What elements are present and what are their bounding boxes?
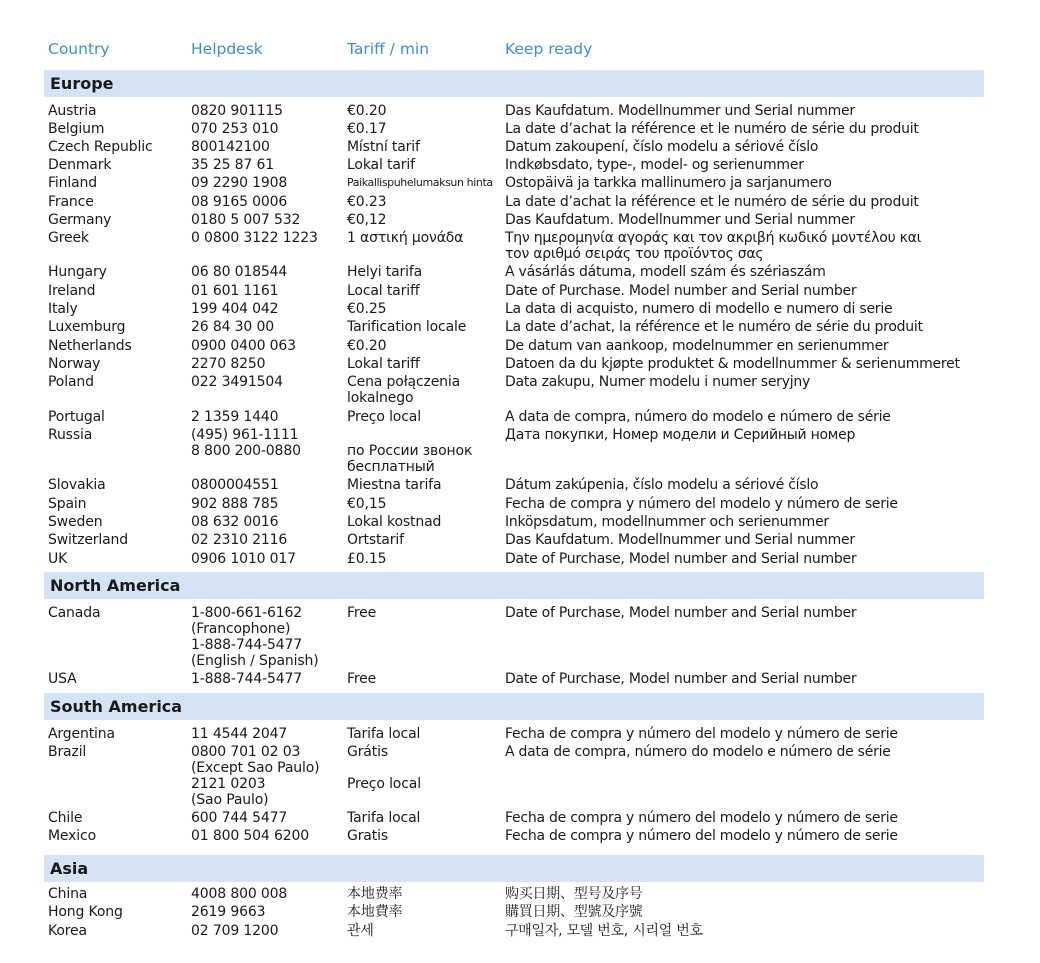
tariff-cell bbox=[347, 356, 420, 372]
country-cell: Hungary bbox=[48, 264, 107, 280]
keep-ready-cell-line: 구매일자, 모델 번호, 시리얼 번호 bbox=[505, 923, 703, 939]
helpdesk-cell bbox=[191, 810, 287, 826]
keep-ready-cell bbox=[505, 427, 855, 443]
country-cell: Luxemburg bbox=[48, 319, 126, 335]
keep-ready-cell-line: Ostopäivä ja tarkka mallinumero ja sarjanumero bbox=[505, 175, 832, 191]
tariff-cell bbox=[347, 374, 460, 406]
tariff-cell-line: €0.23 bbox=[347, 194, 387, 210]
helpdesk-cell bbox=[191, 212, 300, 228]
tariff-cell-line: Tarification locale bbox=[347, 319, 467, 335]
tariff-cell-line: Grátis bbox=[347, 744, 388, 760]
country-cell: Korea bbox=[48, 923, 87, 939]
tariff-cell bbox=[347, 139, 420, 155]
helpdesk-cell bbox=[191, 103, 283, 119]
helpdesk-cell-line: 2270 8250 bbox=[191, 356, 266, 372]
helpdesk-cell-line: 2121 0203 bbox=[191, 776, 266, 792]
helpdesk-cell-line: 0180 5 007 532 bbox=[191, 212, 301, 228]
country-cell: UK bbox=[48, 551, 68, 567]
keep-ready-cell bbox=[505, 121, 919, 137]
helpdesk-cell-line: 35 25 87 61 bbox=[191, 157, 274, 173]
helpdesk-cell bbox=[191, 409, 278, 425]
section-header bbox=[44, 855, 984, 882]
helpdesk-cell bbox=[191, 157, 274, 173]
tariff-cell bbox=[347, 121, 386, 137]
country-cell: Finland bbox=[48, 175, 97, 191]
helpdesk-cell bbox=[191, 374, 283, 390]
helpdesk-cell-line: 09 2290 1908 bbox=[191, 175, 288, 191]
tariff-cell bbox=[347, 301, 386, 317]
country-cell: Slovakia bbox=[48, 477, 106, 493]
tariff-cell-line: Tarifa local bbox=[347, 726, 421, 742]
helpdesk-cell-line: (Except Sao Paulo) bbox=[191, 760, 320, 776]
country-cell: Poland bbox=[48, 374, 94, 390]
country-cell: Italy bbox=[48, 301, 78, 317]
country-cell: Chile bbox=[48, 810, 83, 826]
tariff-cell bbox=[347, 319, 466, 335]
keep-ready-cell-line: Την ημερομηνία αγοράς και τον ακριβή κωδικό μοντέλου και bbox=[505, 230, 922, 246]
helpdesk-cell-line: 0800 701 02 03 bbox=[191, 744, 301, 760]
keep-ready-cell bbox=[505, 744, 891, 760]
tariff-cell bbox=[347, 212, 386, 228]
country-cell: Hong Kong bbox=[48, 904, 123, 920]
helpdesk-cell-line: 06 80 018544 bbox=[191, 264, 288, 280]
tariff-cell-line: Local tariff bbox=[347, 283, 420, 299]
helpdesk-cell-line: 08 9165 0006 bbox=[191, 194, 288, 210]
keep-ready-cell-line: De datum van aankoop, modelnummer en serienummer bbox=[505, 338, 889, 354]
tariff-cell bbox=[347, 744, 421, 792]
tariff-cell bbox=[347, 477, 441, 493]
tariff-cell-line: €0.25 bbox=[347, 301, 387, 317]
keep-ready-cell-line: Date of Purchase. Model number and Serial number bbox=[505, 283, 857, 299]
helpdesk-cell bbox=[191, 121, 278, 137]
keep-ready-cell bbox=[505, 356, 960, 372]
section-header bbox=[44, 572, 984, 599]
helpdesk-cell-line: 11 4544 2047 bbox=[191, 726, 288, 742]
tariff-cell-line: €0,12 bbox=[347, 212, 387, 228]
helpdesk-cell-line: (English / Spanish) bbox=[191, 653, 319, 669]
keep-ready-cell bbox=[505, 605, 856, 621]
tariff-cell-line: 1 αστική μονάδα bbox=[347, 230, 464, 246]
keep-ready-cell bbox=[505, 923, 703, 939]
helpdesk-cell-line: 4008 800 008 bbox=[191, 886, 288, 902]
tariff-cell-line: 本地費率 bbox=[347, 904, 403, 920]
helpdesk-cell-line: 1-888-744-5477 bbox=[191, 671, 303, 687]
tariff-cell-line: €0.20 bbox=[347, 103, 387, 119]
keep-ready-cell bbox=[505, 338, 888, 354]
country-cell: Spain bbox=[48, 496, 87, 512]
country-cell: Russia bbox=[48, 427, 93, 443]
keep-ready-cell-line: 購買日期、型號及序號 bbox=[505, 904, 643, 920]
helpdesk-cell-line: 02 2310 2116 bbox=[191, 532, 288, 548]
keep-ready-cell bbox=[505, 532, 855, 548]
tariff-cell-line bbox=[347, 760, 421, 776]
helpdesk-cell bbox=[191, 477, 279, 493]
keep-ready-cell bbox=[505, 496, 898, 512]
tariff-cell bbox=[347, 194, 386, 210]
keep-ready-cell bbox=[505, 374, 810, 390]
helpdesk-cell bbox=[191, 904, 265, 920]
keep-ready-cell-line: Fecha de compra y número del modelo y número de serie bbox=[505, 726, 898, 742]
tariff-cell-line: Cena połączenia bbox=[347, 374, 461, 390]
keep-ready-cell-line: Indkøbsdato, type-, model- og serienummer bbox=[505, 157, 804, 173]
tariff-cell bbox=[347, 923, 374, 939]
country-cell: Norway bbox=[48, 356, 101, 372]
tariff-cell-line: Lokal tariff bbox=[347, 356, 420, 372]
country-cell: France bbox=[48, 194, 94, 210]
helpdesk-cell-line: 199 404 042 bbox=[191, 301, 279, 317]
keep-ready-cell bbox=[505, 886, 643, 902]
helpdesk-cell bbox=[191, 828, 309, 844]
tariff-cell-line bbox=[347, 427, 472, 443]
tariff-cell-line: Tarifa local bbox=[347, 810, 421, 826]
tariff-cell-line: €0.20 bbox=[347, 338, 387, 354]
tariff-cell bbox=[347, 103, 386, 119]
keep-ready-cell-line: Date of Purchase, Model number and Serial number bbox=[505, 551, 857, 567]
helpdesk-cell bbox=[191, 264, 287, 280]
country-cell: Ireland bbox=[48, 283, 96, 299]
tariff-cell bbox=[347, 904, 402, 920]
tariff-cell bbox=[347, 605, 376, 621]
country-cell: Mexico bbox=[48, 828, 96, 844]
tariff-cell-line: бесплатный bbox=[347, 459, 435, 475]
tariff-cell bbox=[347, 810, 420, 826]
keep-ready-cell bbox=[505, 212, 855, 228]
keep-ready-cell-line: Data zakupu, Numer modelu i numer seryjny bbox=[505, 374, 811, 390]
country-cell: China bbox=[48, 886, 88, 902]
helpdesk-cell bbox=[191, 301, 278, 317]
keep-ready-cell-line: Fecha de compra y número del modelo y número de serie bbox=[505, 810, 898, 826]
keep-ready-cell bbox=[505, 264, 826, 280]
tariff-cell bbox=[347, 671, 376, 687]
tariff-cell bbox=[347, 338, 386, 354]
keep-ready-cell bbox=[505, 477, 818, 493]
tariff-cell bbox=[347, 532, 404, 548]
tariff-cell-line: €0.17 bbox=[347, 121, 387, 137]
keep-ready-cell-line: Inköpsdatum, modellnummer och serienummer bbox=[505, 514, 829, 530]
keep-ready-cell-line: Dátum zakúpenia, číslo modelu a sériové číslo bbox=[505, 477, 819, 493]
helpdesk-cell bbox=[191, 175, 287, 191]
tariff-cell-line: Miestna tarifa bbox=[347, 477, 442, 493]
helpdesk-cell-line: 902 888 785 bbox=[191, 496, 279, 512]
keep-ready-cell-line: Das Kaufdatum. Modellnummer und Serial nummer bbox=[505, 103, 855, 119]
helpdesk-cell bbox=[191, 139, 270, 155]
country-cell: Greek bbox=[48, 230, 89, 246]
helpdesk-cell-line: (Sao Paulo) bbox=[191, 792, 269, 808]
keep-ready-cell-line: A data de compra, número do modelo e número de série bbox=[505, 409, 891, 425]
helpdesk-cell-line: 0900 0400 063 bbox=[191, 338, 296, 354]
helpdesk-cell-line: 600 744 5477 bbox=[191, 810, 288, 826]
keep-ready-cell bbox=[505, 301, 892, 317]
helpdesk-cell bbox=[191, 338, 296, 354]
keep-ready-cell-line: 购买日期、型号及序号 bbox=[505, 886, 643, 902]
tariff-cell-line: 관세 bbox=[347, 923, 374, 939]
keep-ready-cell bbox=[505, 671, 856, 687]
helpdesk-cell-line: 1-800-661-6162 bbox=[191, 605, 303, 621]
tariff-cell-line: Lokal tarif bbox=[347, 157, 415, 173]
helpdesk-cell bbox=[191, 194, 287, 210]
keep-ready-cell-line: Date of Purchase, Model number and Serial number bbox=[505, 605, 857, 621]
tariff-cell-line: Free bbox=[347, 605, 377, 621]
keep-ready-cell bbox=[505, 283, 856, 299]
helpdesk-cell-line: 08 632 0016 bbox=[191, 514, 279, 530]
country-cell: Argentina bbox=[48, 726, 115, 742]
keep-ready-cell bbox=[505, 103, 855, 119]
keep-ready-cell bbox=[505, 194, 919, 210]
header-tariff: Tariff / min bbox=[347, 40, 430, 58]
section-title: Asia bbox=[50, 859, 89, 878]
helpdesk-cell-line: 02 709 1200 bbox=[191, 923, 279, 939]
helpdesk-cell bbox=[191, 551, 296, 567]
tariff-cell bbox=[347, 496, 386, 512]
helpdesk-cell bbox=[191, 230, 318, 246]
keep-ready-cell-line: Datum zakoupení, číslo modelu a sériové číslo bbox=[505, 139, 819, 155]
tariff-cell-line: по России звонок bbox=[347, 443, 473, 459]
tariff-cell bbox=[347, 886, 402, 902]
tariff-cell-line: Preço local bbox=[347, 409, 421, 425]
tariff-cell bbox=[347, 828, 388, 844]
keep-ready-cell-line: Дата покупки, Номер модели и Серийный номер bbox=[505, 427, 856, 443]
keep-ready-cell bbox=[505, 726, 898, 742]
keep-ready-cell bbox=[505, 157, 804, 173]
keep-ready-cell bbox=[505, 319, 923, 335]
helpdesk-cell-line: (495) 961-1111 bbox=[191, 427, 299, 443]
helpdesk-cell-line: 01 601 1161 bbox=[191, 283, 279, 299]
helpdesk-cell bbox=[191, 605, 319, 669]
country-cell: Netherlands bbox=[48, 338, 132, 354]
tariff-cell-line: €0,15 bbox=[347, 496, 387, 512]
tariff-cell-line: £0.15 bbox=[347, 551, 387, 567]
tariff-cell bbox=[347, 726, 420, 742]
country-cell: Canada bbox=[48, 605, 101, 621]
keep-ready-cell bbox=[505, 514, 829, 530]
column-headers bbox=[0, 40, 1040, 62]
helpdesk-cell bbox=[191, 886, 287, 902]
helpdesk-cell bbox=[191, 744, 319, 808]
helpdesk-cell-line: 8 800 200-0880 bbox=[191, 443, 301, 459]
helpdesk-cell-line: 01 800 504 6200 bbox=[191, 828, 309, 844]
keep-ready-cell-line: Das Kaufdatum. Modellnummer und Serial nummer bbox=[505, 532, 855, 548]
tariff-cell-line: Místní tarif bbox=[347, 139, 420, 155]
helpdesk-cell bbox=[191, 319, 274, 335]
section-title: North America bbox=[50, 576, 181, 595]
helpdesk-cell-line: 2 1359 1440 bbox=[191, 409, 279, 425]
helpdesk-cell-line: 2619 9663 bbox=[191, 904, 266, 920]
country-cell: Sweden bbox=[48, 514, 103, 530]
header-helpdesk: Helpdesk bbox=[191, 40, 263, 58]
helpdesk-cell-line: 070 253 010 bbox=[191, 121, 279, 137]
tariff-cell bbox=[347, 175, 493, 191]
keep-ready-cell-line: A data de compra, número do modelo e número de série bbox=[505, 744, 891, 760]
country-cell: Denmark bbox=[48, 157, 112, 173]
country-cell: USA bbox=[48, 671, 77, 687]
tariff-cell bbox=[347, 157, 415, 173]
tariff-cell-line: Ortstarif bbox=[347, 532, 404, 548]
tariff-cell-line: Free bbox=[347, 671, 377, 687]
keep-ready-cell-line: Datoen da du kjøpte produktet & modellnummer & serienummeret bbox=[505, 356, 960, 372]
helpdesk-cell bbox=[191, 671, 302, 687]
helpdesk-cell-line: 800142100 bbox=[191, 139, 270, 155]
country-cell: Switzerland bbox=[48, 532, 129, 548]
helpdesk-cell bbox=[191, 514, 278, 530]
keep-ready-cell-line: La date d’achat la référence et le numéro de série du produit bbox=[505, 194, 919, 210]
header-keep-ready: Keep ready bbox=[505, 40, 593, 58]
tariff-cell bbox=[347, 230, 463, 246]
keep-ready-cell bbox=[505, 175, 832, 191]
helpdesk-cell bbox=[191, 496, 278, 512]
keep-ready-cell bbox=[505, 230, 921, 262]
keep-ready-cell-line: La date d’achat, la référence et le numéro de série du produit bbox=[505, 319, 923, 335]
keep-ready-cell bbox=[505, 139, 818, 155]
tariff-cell bbox=[347, 264, 422, 280]
keep-ready-cell bbox=[505, 904, 643, 920]
helpdesk-cell-line: 0800004551 bbox=[191, 477, 279, 493]
country-cell: Brazil bbox=[48, 744, 87, 760]
tariff-cell-line: 本地费率 bbox=[347, 886, 403, 902]
keep-ready-cell-line: Das Kaufdatum. Modellnummer und Serial nummer bbox=[505, 212, 855, 228]
tariff-cell bbox=[347, 514, 441, 530]
tariff-cell-line: Gratis bbox=[347, 828, 388, 844]
helpdesk-cell bbox=[191, 726, 287, 742]
country-cell: Czech Republic bbox=[48, 139, 153, 155]
country-cell: Austria bbox=[48, 103, 97, 119]
header-country: Country bbox=[48, 40, 110, 58]
tariff-cell-line: Lokal kostnad bbox=[347, 514, 442, 530]
helpdesk-cell-line: 1-888-744-5477 bbox=[191, 637, 303, 653]
tariff-cell bbox=[347, 551, 386, 567]
keep-ready-cell-line: Fecha de compra y número del modelo y número de serie bbox=[505, 496, 898, 512]
tariff-cell-line: lokalnego bbox=[347, 390, 414, 406]
keep-ready-cell-line: La data di acquisto, numero di modello e numero di serie bbox=[505, 301, 893, 317]
tariff-cell bbox=[347, 283, 420, 299]
helpdesk-cell-line: 0906 1010 017 bbox=[191, 551, 296, 567]
tariff-cell bbox=[347, 409, 421, 425]
country-cell: Belgium bbox=[48, 121, 105, 137]
tariff-cell-line: Paikallispuhelumaksun hinta bbox=[347, 176, 493, 189]
section-title: Europe bbox=[50, 74, 114, 93]
tariff-cell-line: Preço local bbox=[347, 776, 421, 792]
keep-ready-cell bbox=[505, 810, 898, 826]
helpdesk-cell-line: 26 84 30 00 bbox=[191, 319, 274, 335]
keep-ready-cell-line: τον αριθμό σειράς του προϊόντος σας bbox=[505, 246, 764, 262]
section-title: South America bbox=[50, 697, 183, 716]
helpdesk-cell-line: 0820 901115 bbox=[191, 103, 283, 119]
country-cell: Portugal bbox=[48, 409, 105, 425]
helpdesk-cell-line: 0 0800 3122 1223 bbox=[191, 230, 318, 246]
keep-ready-cell-line: La date d’achat la référence et le numéro de série du produit bbox=[505, 121, 919, 137]
helpdesk-cell bbox=[191, 923, 278, 939]
keep-ready-cell bbox=[505, 409, 891, 425]
keep-ready-cell bbox=[505, 551, 856, 567]
country-cell: Germany bbox=[48, 212, 112, 228]
tariff-cell-line: Helyi tarifa bbox=[347, 264, 423, 280]
keep-ready-cell-line: Fecha de compra y número del modelo y número de serie bbox=[505, 828, 898, 844]
keep-ready-cell-line: A vásárlás dátuma, modell szám és szériaszám bbox=[505, 264, 826, 280]
section-header bbox=[44, 693, 984, 720]
keep-ready-cell-line: Date of Purchase, Model number and Serial number bbox=[505, 671, 857, 687]
keep-ready-cell bbox=[505, 828, 898, 844]
helpdesk-cell-line: (Francophone) bbox=[191, 621, 291, 637]
section-header bbox=[44, 70, 984, 97]
tariff-cell bbox=[347, 427, 472, 475]
helpdesk-cell bbox=[191, 532, 287, 548]
helpdesk-cell-line: 022 3491504 bbox=[191, 374, 283, 390]
helpdesk-cell bbox=[191, 283, 278, 299]
helpdesk-cell bbox=[191, 356, 265, 372]
helpdesk-cell bbox=[191, 427, 301, 459]
